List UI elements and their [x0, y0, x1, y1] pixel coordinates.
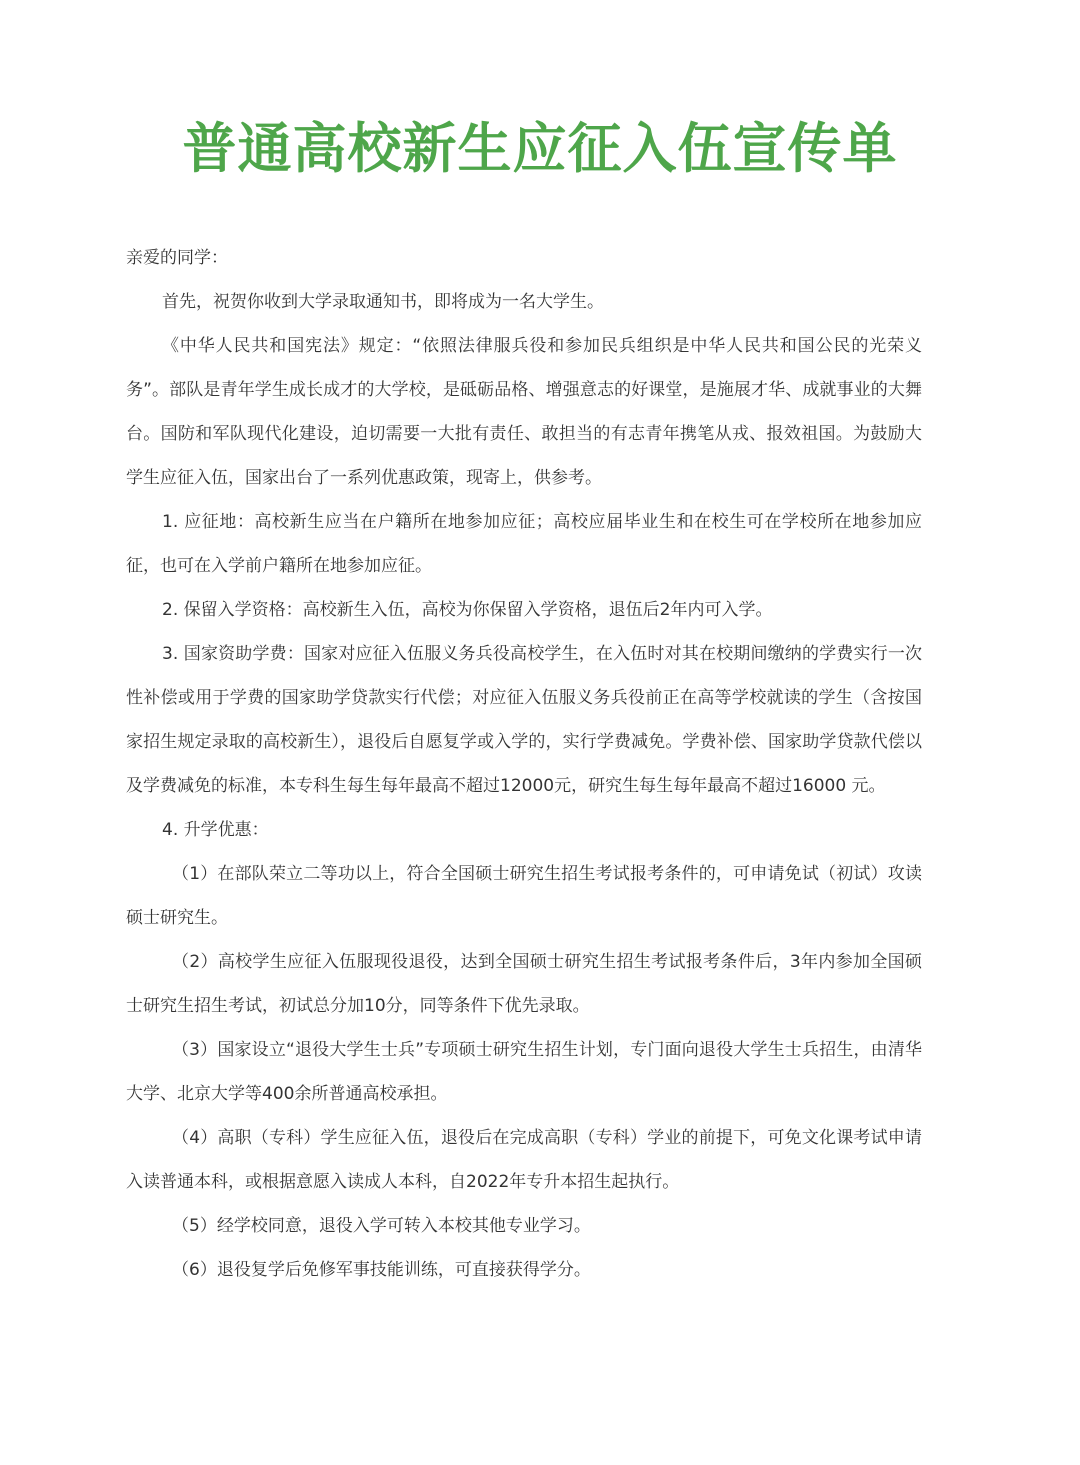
- sub-item: （6）退役复学后免修军事技能训练，可直接获得学分。: [172, 1260, 591, 1280]
- paragraph: 首先，祝贺你收到大学录取通知书，即将成为一名大学生。: [162, 292, 604, 312]
- policy-item: 2. 保留入学资格：高校新生入伍，高校为你保留入学资格，退伍后2年内可入学。: [162, 600, 773, 620]
- document-body: [126, 236, 922, 1292]
- page-title: 普通高校新生应征入伍宣传单: [182, 116, 898, 180]
- sub-item: （1）在部队荣立二等功以上，符合全国硕士研究生招生考试报考条件的，可申请免试（初试）攻读硕士研究生。: [126, 864, 922, 928]
- sub-item: （5）经学校同意，退役入学可转入本校其他专业学习。: [172, 1216, 591, 1236]
- policy-item: 4. 升学优惠：: [162, 820, 269, 840]
- policy-item: 3. 国家资助学费：国家对应征入伍服义务兵役高校学生，在入伍时对其在校期间缴纳的学费实行一次性补偿或用于学费的国家助学贷款实行代偿；对应征入伍服义务兵役前正在高等学校就读的学生（含按国家招生规定录取的高校新生），退役后自愿复学或入学的，实行学费减免。学费补偿、国家助学贷款代偿以及学费减免的标准，本专科生每生每年最高不超过12000元，研究生每生每年最高不超过16000 元。: [126, 644, 922, 796]
- sub-item: （2）高校学生应征入伍服现役退役，达到全国硕士研究生招生考试报考条件后，3年内参加全国硕士研究生招生考试，初试总分加10分，同等条件下优先录取。: [126, 952, 922, 1016]
- sub-item: （3）国家设立“退役大学生士兵”专项硕士研究生招生计划，专门面向退役大学生士兵招生，由清华大学、北京大学等400余所普通高校承担。: [126, 1040, 922, 1104]
- policy-item: 1. 应征地：高校新生应当在户籍所在地参加应征；高校应届毕业生和在校生可在学校所在地参加应征，也可在入学前户籍所在地参加应征。: [126, 512, 922, 576]
- paragraph: 《中华人民共和国宪法》规定：“依照法律服兵役和参加民兵组织是中华人民共和国公民的光荣义务”。部队是青年学生成长成才的大学校，是砥砺品格、增强意志的好课堂，是施展才华、成就事业的大舞台。国防和军队现代化建设，迫切需要一大批有责任、敢担当的有志青年携笔从戎、报效祖国。为鼓励大学生应征入伍，国家出台了一系列优惠政策，现寄上，供参考。: [126, 336, 922, 488]
- greeting: 亲爱的同学：: [126, 248, 228, 268]
- sub-item: （4）高职（专科）学生应征入伍，退役后在完成高职（专科）学业的前提下，可免文化课考试申请入读普通本科，或根据意愿入读成人本科，自2022年专升本招生起执行。: [126, 1128, 922, 1192]
